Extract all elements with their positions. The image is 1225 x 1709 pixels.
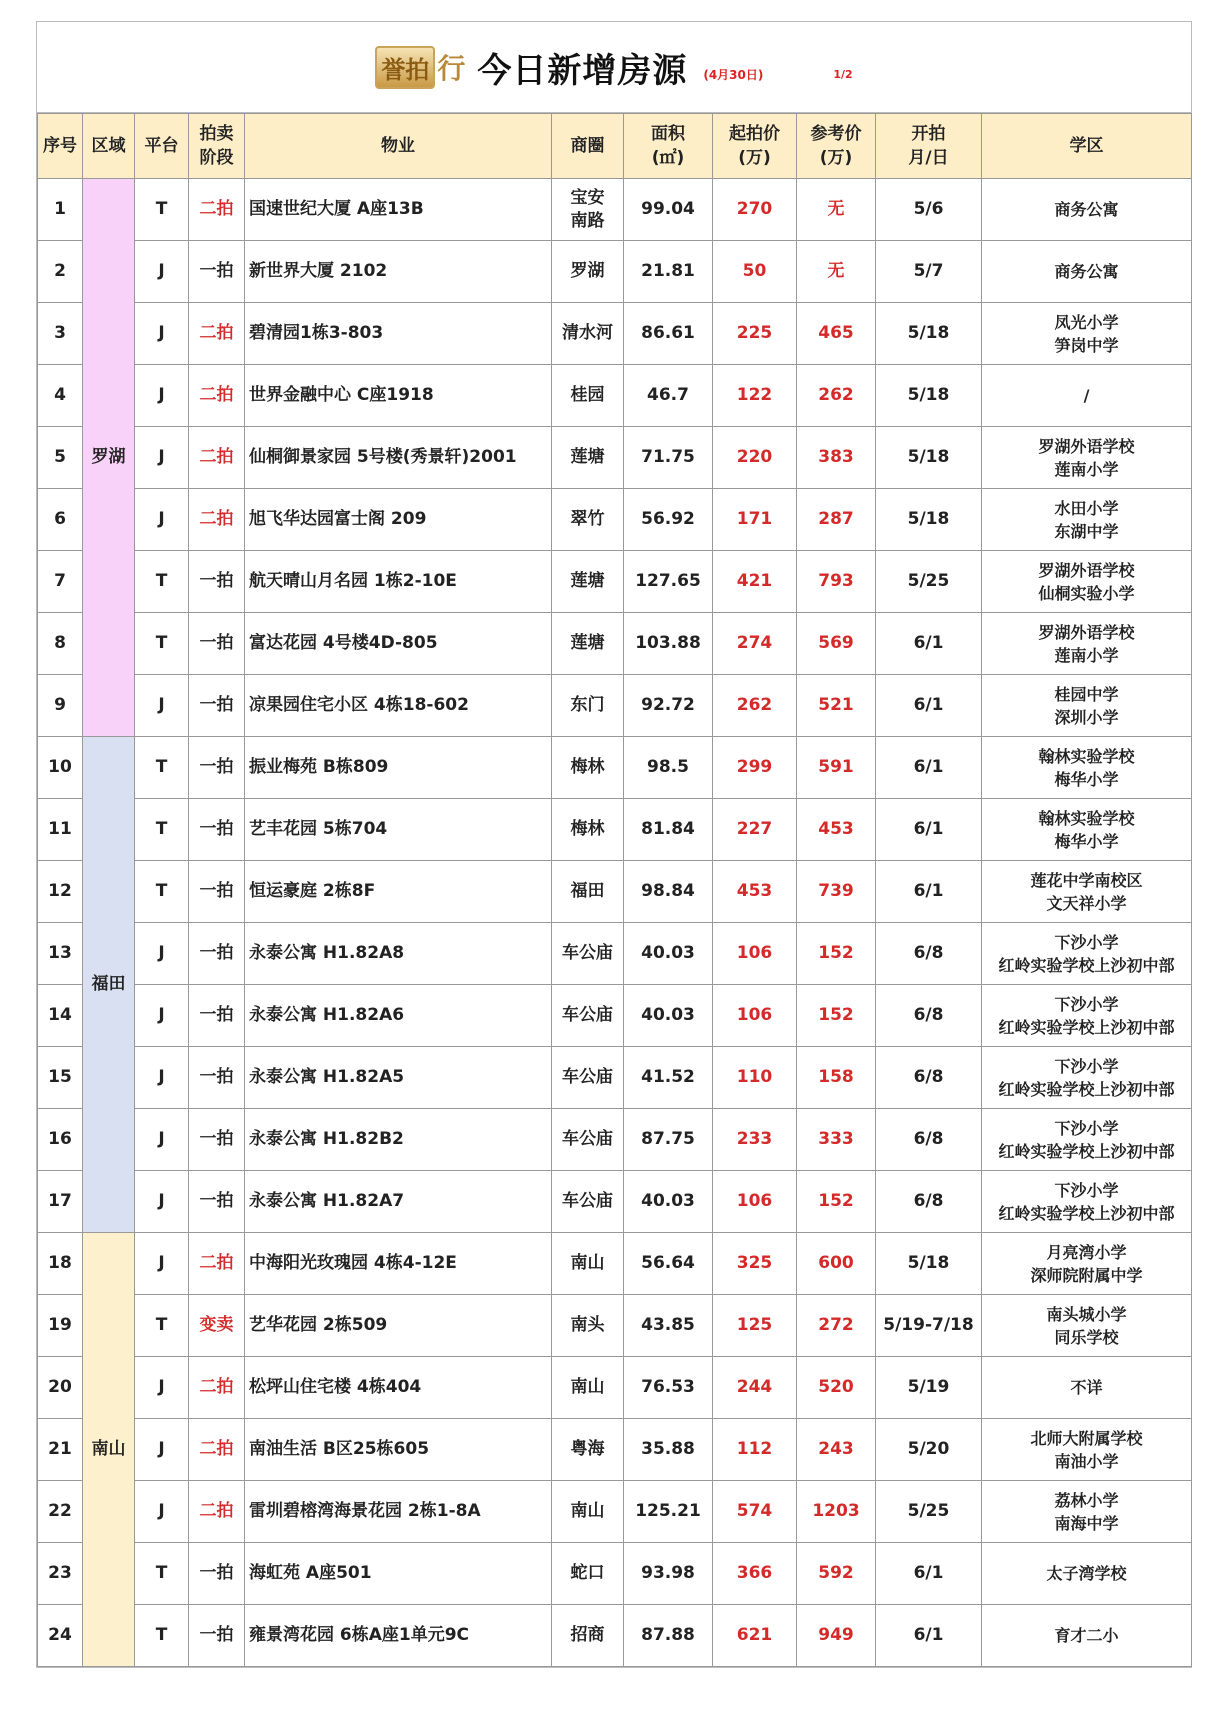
- platform-cell: J: [135, 675, 189, 737]
- row-index-cell: 2: [38, 241, 83, 303]
- reference-price-cell: 287: [797, 489, 876, 551]
- platform-cell: J: [135, 489, 189, 551]
- auction-date-cell: 6/1: [876, 737, 982, 799]
- platform-cell: J: [135, 303, 189, 365]
- property-name-cell: 雍景湾花园 6栋A座1单元9C: [245, 1605, 552, 1667]
- start-price-cell: 453: [713, 861, 797, 923]
- auction-date-cell: 6/1: [876, 1543, 982, 1605]
- auction-stage-cell: 一拍: [189, 861, 245, 923]
- start-price-cell: 106: [713, 1171, 797, 1233]
- business-area-cell: 蛇口: [552, 1543, 624, 1605]
- start-price-cell: 106: [713, 985, 797, 1047]
- start-price-cell: 225: [713, 303, 797, 365]
- auction-date-cell: 5/7: [876, 241, 982, 303]
- school-district-cell: 水田小学 东湖中学: [982, 489, 1192, 551]
- business-area-cell: 莲塘: [552, 613, 624, 675]
- business-area-cell: 桂园: [552, 365, 624, 427]
- title-bar: [37, 22, 1191, 113]
- table-row: [38, 923, 1192, 985]
- table-row: [38, 799, 1192, 861]
- platform-cell: J: [135, 923, 189, 985]
- auction-date-cell: 5/18: [876, 1233, 982, 1295]
- floor-area-cell: 35.88: [624, 1419, 713, 1481]
- auction-date-cell: 6/1: [876, 861, 982, 923]
- table-row: [38, 861, 1192, 923]
- row-index-cell: 1: [38, 179, 83, 241]
- auction-date-cell: 6/1: [876, 799, 982, 861]
- reference-price-cell: 600: [797, 1233, 876, 1295]
- reference-price-cell: 569: [797, 613, 876, 675]
- floor-area-cell: 92.72: [624, 675, 713, 737]
- start-price-cell: 366: [713, 1543, 797, 1605]
- property-name-cell: 富达花园 4号楼4D-805: [245, 613, 552, 675]
- start-price-cell: 112: [713, 1419, 797, 1481]
- auction-date-cell: 5/25: [876, 551, 982, 613]
- property-name-cell: 恒运豪庭 2栋8F: [245, 861, 552, 923]
- start-price-cell: 621: [713, 1605, 797, 1667]
- auction-stage-cell: 二拍: [189, 427, 245, 489]
- business-area-cell: 清水河: [552, 303, 624, 365]
- school-district-cell: 育才二小: [982, 1605, 1192, 1667]
- platform-cell: T: [135, 1295, 189, 1357]
- property-name-cell: 新世界大厦 2102: [245, 241, 552, 303]
- floor-area-cell: 40.03: [624, 985, 713, 1047]
- reference-price-cell: 592: [797, 1543, 876, 1605]
- school-district-cell: 下沙小学 红岭实验学校上沙初中部: [982, 1047, 1192, 1109]
- auction-stage-cell: 二拍: [189, 1357, 245, 1419]
- row-index-cell: 6: [38, 489, 83, 551]
- table-row: [38, 737, 1192, 799]
- start-price-cell: 244: [713, 1357, 797, 1419]
- floor-area-cell: 56.64: [624, 1233, 713, 1295]
- logo-mark: 誉拍: [375, 46, 435, 89]
- property-name-cell: 振业梅苑 B栋809: [245, 737, 552, 799]
- auction-stage-cell: 一拍: [189, 241, 245, 303]
- business-area-cell: 东门: [552, 675, 624, 737]
- start-price-cell: 262: [713, 675, 797, 737]
- col-ref-price-header: 参考价 (万): [797, 114, 876, 179]
- auction-stage-cell: 一拍: [189, 1605, 245, 1667]
- table-row: [38, 489, 1192, 551]
- table-row: [38, 1419, 1192, 1481]
- col-school-district-header: 学区: [982, 114, 1192, 179]
- property-name-cell: 碧清园1栋3-803: [245, 303, 552, 365]
- reference-price-cell: 333: [797, 1109, 876, 1171]
- table-row: [38, 551, 1192, 613]
- business-area-cell: 车公庙: [552, 1047, 624, 1109]
- table-row: [38, 1171, 1192, 1233]
- row-index-cell: 7: [38, 551, 83, 613]
- start-price-cell: 110: [713, 1047, 797, 1109]
- school-district-cell: 罗湖外语学校 仙桐实验小学: [982, 551, 1192, 613]
- reference-price-cell: 无: [797, 241, 876, 303]
- floor-area-cell: 21.81: [624, 241, 713, 303]
- row-index-cell: 19: [38, 1295, 83, 1357]
- platform-cell: J: [135, 985, 189, 1047]
- school-district-cell: 下沙小学 红岭实验学校上沙初中部: [982, 1109, 1192, 1171]
- table-row: [38, 1543, 1192, 1605]
- start-price-cell: 227: [713, 799, 797, 861]
- reference-price-cell: 158: [797, 1047, 876, 1109]
- brand-logo: [375, 46, 465, 89]
- reference-price-cell: 262: [797, 365, 876, 427]
- floor-area-cell: 87.75: [624, 1109, 713, 1171]
- school-district-cell: 下沙小学 红岭实验学校上沙初中部: [982, 923, 1192, 985]
- business-area-cell: 车公庙: [552, 1109, 624, 1171]
- table-row: [38, 241, 1192, 303]
- business-area-cell: 车公庙: [552, 923, 624, 985]
- auction-stage-cell: 变卖: [189, 1295, 245, 1357]
- auction-stage-cell: 二拍: [189, 1419, 245, 1481]
- reference-price-cell: 272: [797, 1295, 876, 1357]
- platform-cell: T: [135, 179, 189, 241]
- row-index-cell: 20: [38, 1357, 83, 1419]
- start-price-cell: 325: [713, 1233, 797, 1295]
- logo-mark-tail: 行: [437, 52, 466, 85]
- row-index-cell: 16: [38, 1109, 83, 1171]
- business-area-cell: 宝安 南路: [552, 179, 624, 241]
- auction-date-cell: 5/20: [876, 1419, 982, 1481]
- property-name-cell: 仙桐御景家园 5号楼(秀景轩)2001: [245, 427, 552, 489]
- col-business-area-header: 商圈: [552, 114, 624, 179]
- school-district-cell: 下沙小学 红岭实验学校上沙初中部: [982, 1171, 1192, 1233]
- business-area-cell: 南山: [552, 1233, 624, 1295]
- row-index-cell: 22: [38, 1481, 83, 1543]
- row-index-cell: 9: [38, 675, 83, 737]
- reference-price-cell: 383: [797, 427, 876, 489]
- auction-stage-cell: 一拍: [189, 985, 245, 1047]
- row-index-cell: 13: [38, 923, 83, 985]
- table-row: [38, 675, 1192, 737]
- table-header-row: [38, 114, 1192, 179]
- floor-area-cell: 43.85: [624, 1295, 713, 1357]
- auction-stage-cell: 一拍: [189, 1171, 245, 1233]
- reference-price-cell: 521: [797, 675, 876, 737]
- start-price-cell: 220: [713, 427, 797, 489]
- school-district-cell: 荔林小学 南海中学: [982, 1481, 1192, 1543]
- table-row: [38, 427, 1192, 489]
- row-index-cell: 24: [38, 1605, 83, 1667]
- auction-stage-cell: 一拍: [189, 923, 245, 985]
- property-name-cell: 艺丰花园 5栋704: [245, 799, 552, 861]
- business-area-cell: 南山: [552, 1481, 624, 1543]
- platform-cell: J: [135, 1419, 189, 1481]
- row-index-cell: 17: [38, 1171, 83, 1233]
- floor-area-cell: 99.04: [624, 179, 713, 241]
- property-name-cell: 南油生活 B区25栋605: [245, 1419, 552, 1481]
- floor-area-cell: 71.75: [624, 427, 713, 489]
- school-district-cell: 凤光小学 笋岗中学: [982, 303, 1192, 365]
- auction-stage-cell: 二拍: [189, 303, 245, 365]
- platform-cell: J: [135, 427, 189, 489]
- reference-price-cell: 520: [797, 1357, 876, 1419]
- row-index-cell: 12: [38, 861, 83, 923]
- auction-date-cell: 6/8: [876, 1047, 982, 1109]
- page-title: 今日新增房源: [477, 50, 688, 91]
- col-size-header: 面积 (㎡): [624, 114, 713, 179]
- floor-area-cell: 40.03: [624, 923, 713, 985]
- row-index-cell: 15: [38, 1047, 83, 1109]
- auction-date-cell: 6/8: [876, 1109, 982, 1171]
- platform-cell: J: [135, 241, 189, 303]
- table-row: [38, 985, 1192, 1047]
- school-district-cell: 罗湖外语学校 莲南小学: [982, 613, 1192, 675]
- reference-price-cell: 739: [797, 861, 876, 923]
- business-area-cell: 招商: [552, 1605, 624, 1667]
- auction-stage-cell: 一拍: [189, 1543, 245, 1605]
- reference-price-cell: 465: [797, 303, 876, 365]
- business-area-cell: 梅林: [552, 799, 624, 861]
- property-name-cell: 永泰公寓 H1.82A5: [245, 1047, 552, 1109]
- col-property-header: 物业: [245, 114, 552, 179]
- auction-date-cell: 5/18: [876, 489, 982, 551]
- row-index-cell: 3: [38, 303, 83, 365]
- school-district-cell: 罗湖外语学校 莲南小学: [982, 427, 1192, 489]
- start-price-cell: 233: [713, 1109, 797, 1171]
- col-auction-date-header: 开拍 月/日: [876, 114, 982, 179]
- platform-cell: T: [135, 1543, 189, 1605]
- row-index-cell: 8: [38, 613, 83, 675]
- table-row: [38, 1481, 1192, 1543]
- auction-stage-cell: 二拍: [189, 179, 245, 241]
- start-price-cell: 299: [713, 737, 797, 799]
- property-name-cell: 航天晴山月名园 1栋2-10E: [245, 551, 552, 613]
- business-area-cell: 粤海: [552, 1419, 624, 1481]
- start-price-cell: 270: [713, 179, 797, 241]
- auction-stage-cell: 一拍: [189, 1109, 245, 1171]
- table-body: [38, 179, 1192, 1667]
- auction-date-cell: 5/18: [876, 303, 982, 365]
- auction-stage-cell: 一拍: [189, 737, 245, 799]
- platform-cell: T: [135, 613, 189, 675]
- floor-area-cell: 98.84: [624, 861, 713, 923]
- business-area-cell: 莲塘: [552, 551, 624, 613]
- auction-stage-cell: 二拍: [189, 1233, 245, 1295]
- district-cell: 南山: [83, 1233, 135, 1667]
- auction-stage-cell: 一拍: [189, 551, 245, 613]
- auction-stage-cell: 二拍: [189, 365, 245, 427]
- row-index-cell: 21: [38, 1419, 83, 1481]
- platform-cell: T: [135, 737, 189, 799]
- start-price-cell: 171: [713, 489, 797, 551]
- platform-cell: T: [135, 551, 189, 613]
- row-index-cell: 14: [38, 985, 83, 1047]
- start-price-cell: 122: [713, 365, 797, 427]
- school-district-cell: 不详: [982, 1357, 1192, 1419]
- auction-date-cell: 6/1: [876, 613, 982, 675]
- auction-stage-cell: 二拍: [189, 489, 245, 551]
- property-name-cell: 雷圳碧榕湾海景花园 2栋1-8A: [245, 1481, 552, 1543]
- auction-date-cell: 5/19: [876, 1357, 982, 1419]
- reference-price-cell: 591: [797, 737, 876, 799]
- property-name-cell: 国速世纪大厦 A座13B: [245, 179, 552, 241]
- start-price-cell: 274: [713, 613, 797, 675]
- reference-price-cell: 949: [797, 1605, 876, 1667]
- auction-date-cell: 5/6: [876, 179, 982, 241]
- start-price-cell: 106: [713, 923, 797, 985]
- property-name-cell: 永泰公寓 H1.82A6: [245, 985, 552, 1047]
- floor-area-cell: 46.7: [624, 365, 713, 427]
- business-area-cell: 车公庙: [552, 1171, 624, 1233]
- business-area-cell: 罗湖: [552, 241, 624, 303]
- auction-stage-cell: 一拍: [189, 799, 245, 861]
- platform-cell: J: [135, 1233, 189, 1295]
- school-district-cell: 下沙小学 红岭实验学校上沙初中部: [982, 985, 1192, 1047]
- table-row: [38, 1047, 1192, 1109]
- floor-area-cell: 76.53: [624, 1357, 713, 1419]
- floor-area-cell: 127.65: [624, 551, 713, 613]
- table-row: [38, 365, 1192, 427]
- col-district-header: 区域: [83, 114, 135, 179]
- auction-date-cell: 5/25: [876, 1481, 982, 1543]
- auction-date-cell: 5/18: [876, 365, 982, 427]
- reference-price-cell: 1203: [797, 1481, 876, 1543]
- platform-cell: T: [135, 1605, 189, 1667]
- auction-date-cell: 6/8: [876, 985, 982, 1047]
- floor-area-cell: 98.5: [624, 737, 713, 799]
- auction-date-cell: 6/1: [876, 675, 982, 737]
- school-district-cell: 商务公寓: [982, 179, 1192, 241]
- school-district-cell: 月亮湾小学 深师院附属中学: [982, 1233, 1192, 1295]
- district-cell: 福田: [83, 737, 135, 1233]
- platform-cell: J: [135, 1047, 189, 1109]
- table-row: [38, 1109, 1192, 1171]
- reference-price-cell: 243: [797, 1419, 876, 1481]
- listing-sheet: [36, 21, 1192, 1668]
- platform-cell: J: [135, 1171, 189, 1233]
- table-row: [38, 303, 1192, 365]
- reference-price-cell: 152: [797, 985, 876, 1047]
- property-name-cell: 世界金融中心 C座1918: [245, 365, 552, 427]
- start-price-cell: 574: [713, 1481, 797, 1543]
- school-district-cell: 商务公寓: [982, 241, 1192, 303]
- platform-cell: J: [135, 1357, 189, 1419]
- reference-price-cell: 453: [797, 799, 876, 861]
- business-area-cell: 车公庙: [552, 985, 624, 1047]
- floor-area-cell: 103.88: [624, 613, 713, 675]
- business-area-cell: 梅林: [552, 737, 624, 799]
- row-index-cell: 10: [38, 737, 83, 799]
- floor-area-cell: 87.88: [624, 1605, 713, 1667]
- auction-date-cell: 6/8: [876, 923, 982, 985]
- floor-area-cell: 56.92: [624, 489, 713, 551]
- school-district-cell: 南头城小学 同乐学校: [982, 1295, 1192, 1357]
- auction-stage-cell: 二拍: [189, 1481, 245, 1543]
- row-index-cell: 18: [38, 1233, 83, 1295]
- platform-cell: T: [135, 799, 189, 861]
- reference-price-cell: 152: [797, 1171, 876, 1233]
- property-name-cell: 凉果园住宅小区 4栋18-602: [245, 675, 552, 737]
- platform-cell: J: [135, 365, 189, 427]
- business-area-cell: 南山: [552, 1357, 624, 1419]
- row-index-cell: 11: [38, 799, 83, 861]
- row-index-cell: 23: [38, 1543, 83, 1605]
- platform-cell: J: [135, 1109, 189, 1171]
- col-start-price-header: 起拍价 (万): [713, 114, 797, 179]
- district-cell: 罗湖: [83, 179, 135, 737]
- platform-cell: J: [135, 1481, 189, 1543]
- school-district-cell: 太子湾学校: [982, 1543, 1192, 1605]
- property-name-cell: 旭飞华达园富士阁 209: [245, 489, 552, 551]
- col-index-header: 序号: [38, 114, 83, 179]
- school-district-cell: /: [982, 365, 1192, 427]
- reference-price-cell: 无: [797, 179, 876, 241]
- school-district-cell: 北师大附属学校 南油小学: [982, 1419, 1192, 1481]
- property-name-cell: 永泰公寓 H1.82A8: [245, 923, 552, 985]
- start-price-cell: 50: [713, 241, 797, 303]
- school-district-cell: 桂园中学 深圳小学: [982, 675, 1192, 737]
- auction-date-cell: 5/18: [876, 427, 982, 489]
- floor-area-cell: 86.61: [624, 303, 713, 365]
- auction-stage-cell: 一拍: [189, 613, 245, 675]
- auction-date-cell: 6/8: [876, 1171, 982, 1233]
- business-area-cell: 莲塘: [552, 427, 624, 489]
- business-area-cell: 翠竹: [552, 489, 624, 551]
- school-district-cell: 莲花中学南校区 文天祥小学: [982, 861, 1192, 923]
- floor-area-cell: 40.03: [624, 1171, 713, 1233]
- business-area-cell: 南头: [552, 1295, 624, 1357]
- property-name-cell: 永泰公寓 H1.82B2: [245, 1109, 552, 1171]
- col-platform-header: 平台: [135, 114, 189, 179]
- start-price-cell: 125: [713, 1295, 797, 1357]
- property-name-cell: 艺华花园 2栋509: [245, 1295, 552, 1357]
- table-row: [38, 613, 1192, 675]
- floor-area-cell: 81.84: [624, 799, 713, 861]
- auction-date-cell: 6/1: [876, 1605, 982, 1667]
- auction-date-cell: 5/19-7/18: [876, 1295, 982, 1357]
- table-row: [38, 1295, 1192, 1357]
- floor-area-cell: 41.52: [624, 1047, 713, 1109]
- reference-price-cell: 793: [797, 551, 876, 613]
- row-index-cell: 4: [38, 365, 83, 427]
- business-area-cell: 福田: [552, 861, 624, 923]
- floor-area-cell: 125.21: [624, 1481, 713, 1543]
- auction-stage-cell: 一拍: [189, 675, 245, 737]
- listings-table: [37, 113, 1192, 1667]
- property-name-cell: 中海阳光玫瑰园 4栋4-12E: [245, 1233, 552, 1295]
- school-district-cell: 翰林实验学校 梅华小学: [982, 799, 1192, 861]
- table-row: [38, 1357, 1192, 1419]
- table-row: [38, 1233, 1192, 1295]
- auction-stage-cell: 一拍: [189, 1047, 245, 1109]
- row-index-cell: 5: [38, 427, 83, 489]
- table-row: [38, 179, 1192, 241]
- start-price-cell: 421: [713, 551, 797, 613]
- floor-area-cell: 93.98: [624, 1543, 713, 1605]
- col-stage-header: 拍卖 阶段: [189, 114, 245, 179]
- reference-price-cell: 152: [797, 923, 876, 985]
- property-name-cell: 松坪山住宅楼 4栋404: [245, 1357, 552, 1419]
- property-name-cell: 永泰公寓 H1.82A7: [245, 1171, 552, 1233]
- report-date: (4月30日): [703, 67, 764, 82]
- platform-cell: T: [135, 861, 189, 923]
- table-row: [38, 1605, 1192, 1667]
- school-district-cell: 翰林实验学校 梅华小学: [982, 737, 1192, 799]
- property-name-cell: 海虹苑 A座501: [245, 1543, 552, 1605]
- page-number: 1/2: [833, 67, 853, 81]
